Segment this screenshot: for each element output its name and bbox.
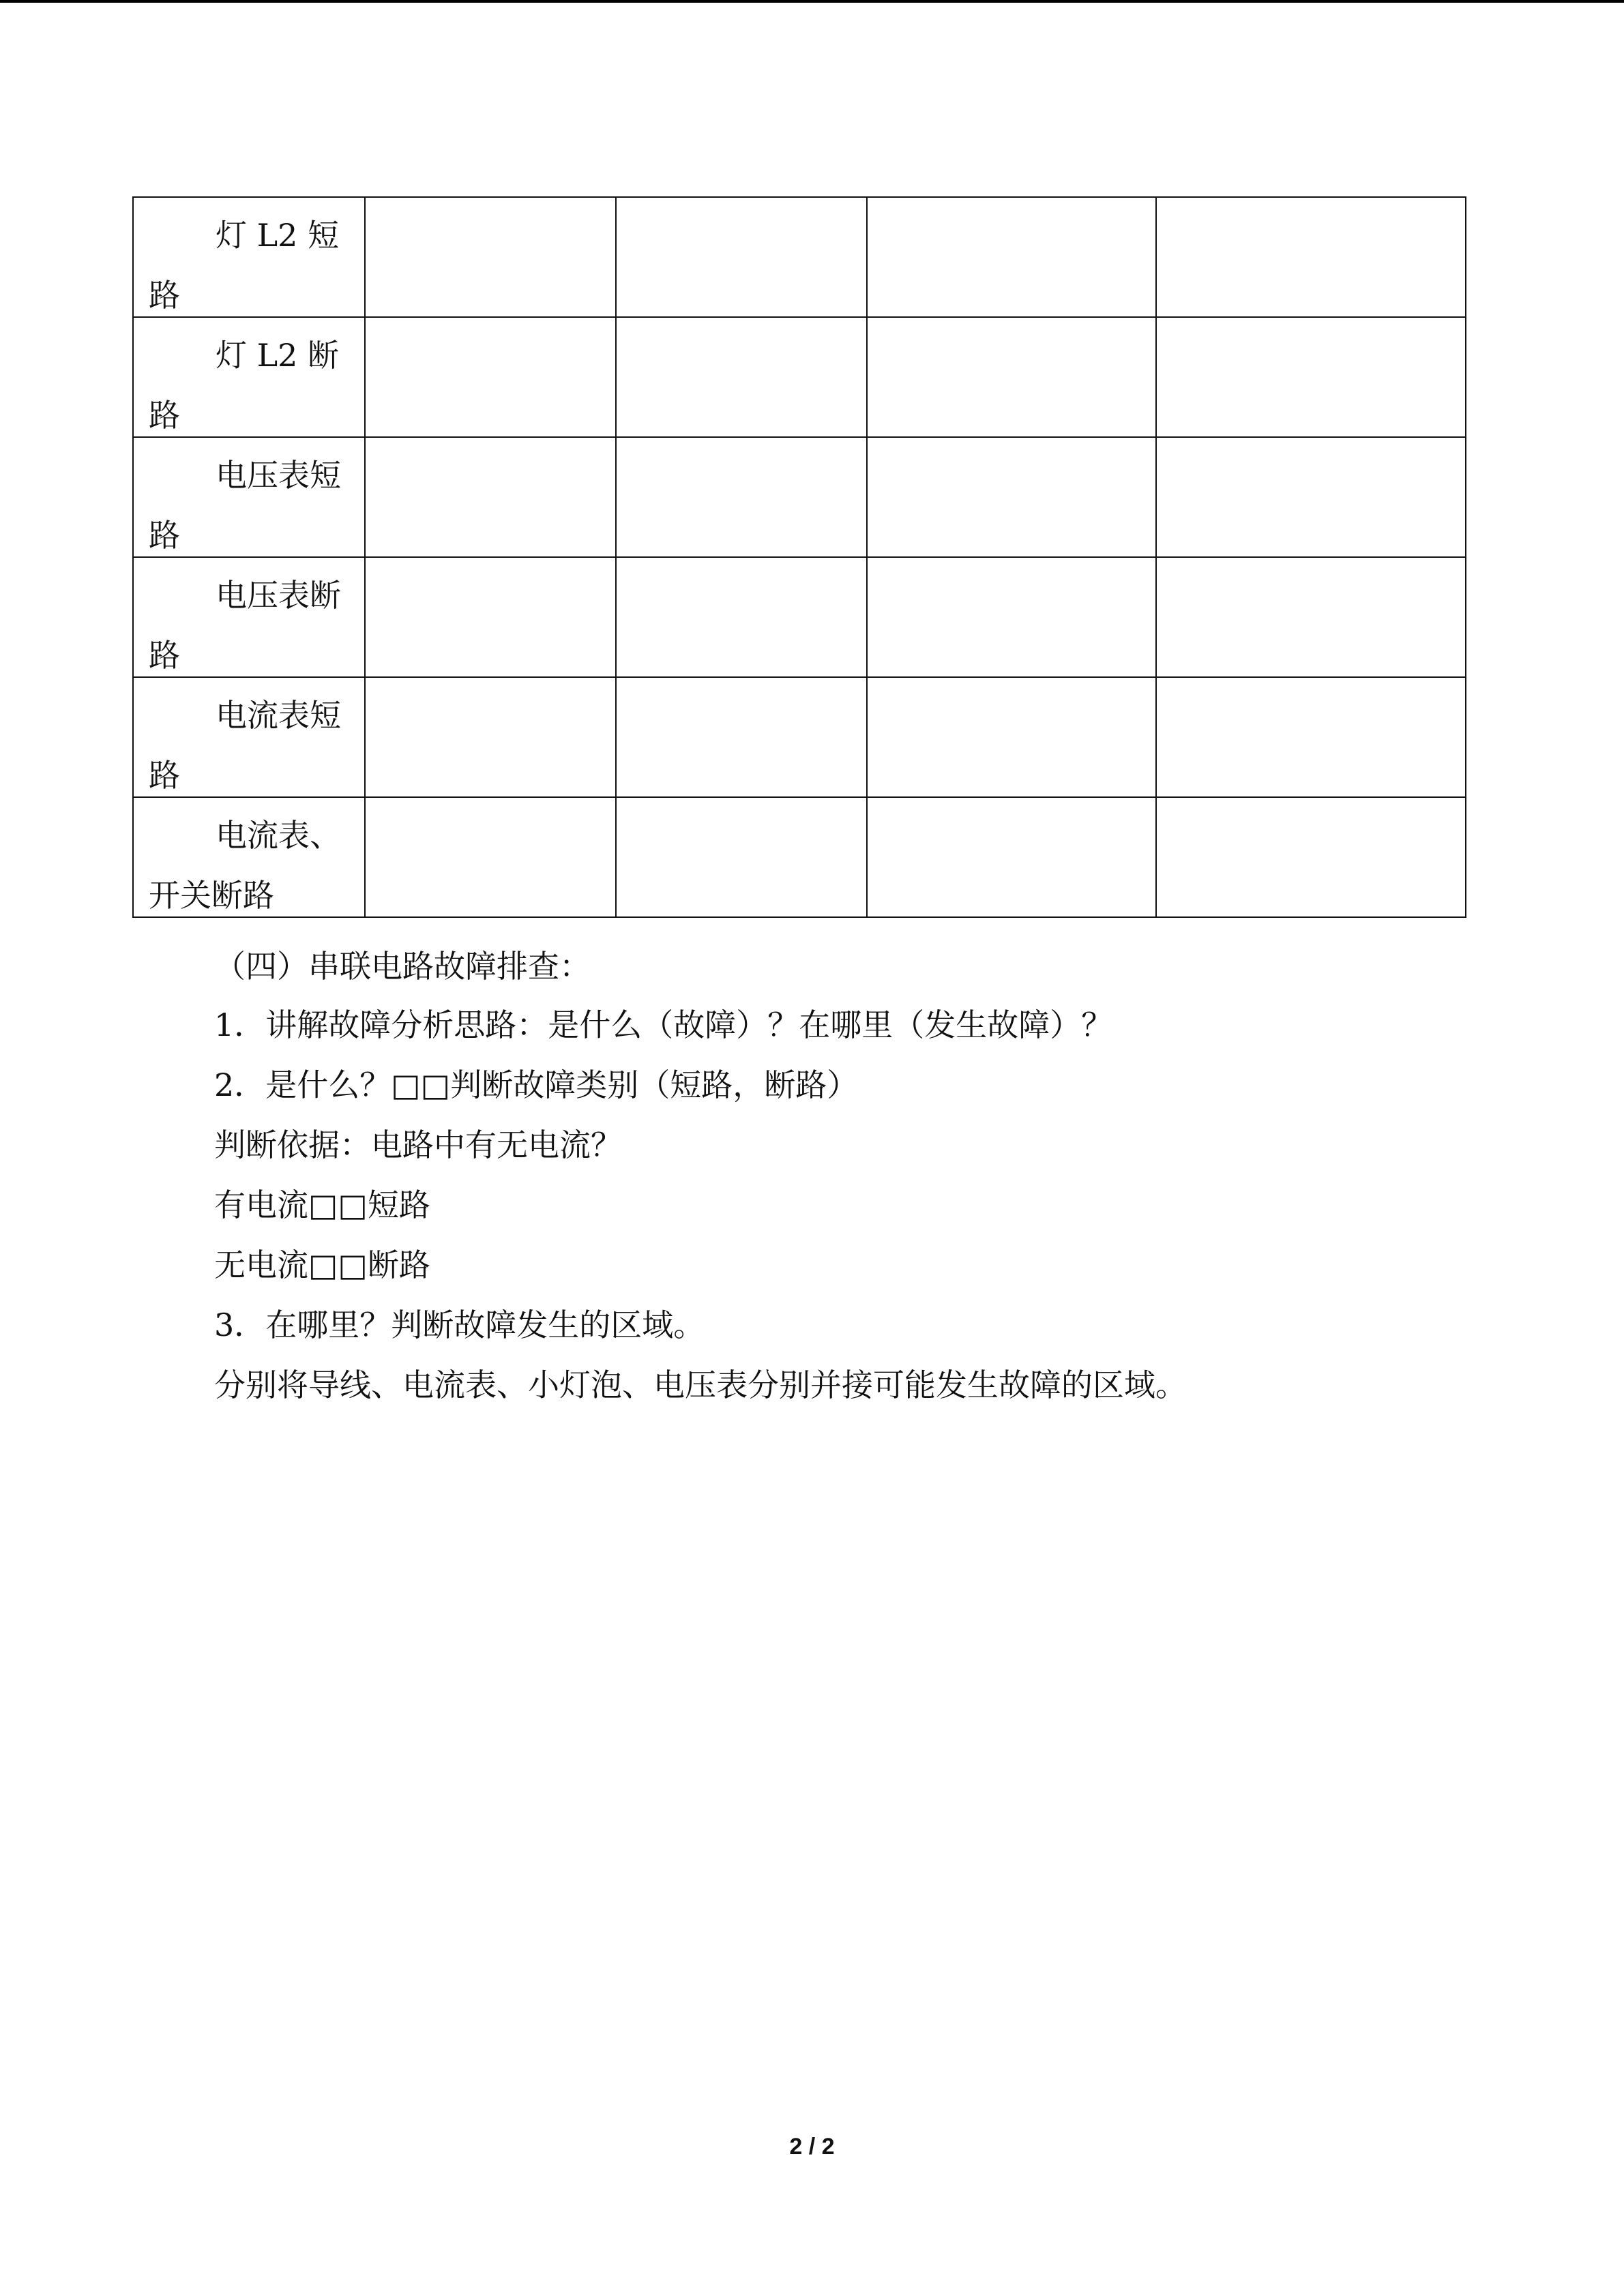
- paragraph: 2．是什么？□□判断故障类别（短路，断路）: [214, 1067, 859, 1103]
- empty-cell: [1156, 197, 1466, 317]
- empty-cell: [365, 557, 616, 677]
- empty-cell: [867, 797, 1156, 917]
- fault-table-container: [132, 196, 1466, 918]
- top-border-line: [0, 0, 1624, 3]
- row-label-line1: 电流表短: [216, 697, 341, 734]
- row-label-line2: 路: [149, 397, 180, 434]
- empty-cell: [1156, 557, 1466, 677]
- table-row: [133, 677, 1466, 797]
- row-label-line2: 路: [149, 277, 180, 314]
- row-label-cell: [133, 677, 365, 797]
- row-label-line2: 开关断路: [149, 877, 274, 914]
- empty-cell: [365, 317, 616, 437]
- table-row: [133, 557, 1466, 677]
- table-row: [133, 317, 1466, 437]
- empty-cell: [867, 677, 1156, 797]
- empty-cell: [867, 437, 1156, 557]
- empty-cell: [1156, 317, 1466, 437]
- row-label-line1: 电流表、: [216, 817, 341, 854]
- empty-cell: [365, 677, 616, 797]
- paragraph: 3．在哪里？判断故障发生的区域。: [214, 1307, 705, 1343]
- page-number: 2 / 2: [789, 2134, 835, 2160]
- paragraph: 有电流□□短路: [214, 1187, 430, 1223]
- empty-cell: [1156, 677, 1466, 797]
- paragraph: 1．讲解故障分析思路：是什么（故障）？在哪里（发生故障）？: [214, 1007, 1113, 1043]
- empty-cell: [616, 317, 867, 437]
- row-label-cell: [133, 557, 365, 677]
- row-label-cell: [133, 317, 365, 437]
- row-label-line1: 灯 L2 断: [216, 337, 340, 374]
- empty-cell: [867, 317, 1156, 437]
- row-label-cell: [133, 797, 365, 917]
- empty-cell: [867, 557, 1156, 677]
- empty-cell: [616, 797, 867, 917]
- row-label-line2: 路: [149, 517, 180, 554]
- empty-cell: [365, 797, 616, 917]
- section-heading: （四）串联电路故障排查：: [214, 948, 591, 985]
- empty-cell: [1156, 437, 1466, 557]
- table-row: [133, 797, 1466, 917]
- table-row: [133, 437, 1466, 557]
- empty-cell: [616, 677, 867, 797]
- row-label-line2: 路: [149, 757, 180, 794]
- empty-cell: [616, 437, 867, 557]
- empty-cell: [365, 197, 616, 317]
- row-label-line1: 灯 L2 短: [216, 217, 340, 254]
- fault-table: [132, 196, 1466, 918]
- empty-cell: [867, 197, 1156, 317]
- paragraph: 分别将导线、电流表、小灯泡、电压表分别并接可能发生故障的区域。: [214, 1367, 1187, 1403]
- table-row: [133, 197, 1466, 317]
- empty-cell: [616, 197, 867, 317]
- row-label-cell: [133, 197, 365, 317]
- row-label-line2: 路: [149, 637, 180, 674]
- empty-cell: [365, 437, 616, 557]
- empty-cell: [1156, 797, 1466, 917]
- row-label-line1: 电压表断: [216, 577, 341, 614]
- row-label-cell: [133, 437, 365, 557]
- empty-cell: [616, 557, 867, 677]
- row-label-line1: 电压表短: [216, 457, 341, 494]
- paragraph: 无电流□□断路: [214, 1247, 430, 1283]
- paragraph: 判断依据：电路中有无电流？: [214, 1127, 622, 1163]
